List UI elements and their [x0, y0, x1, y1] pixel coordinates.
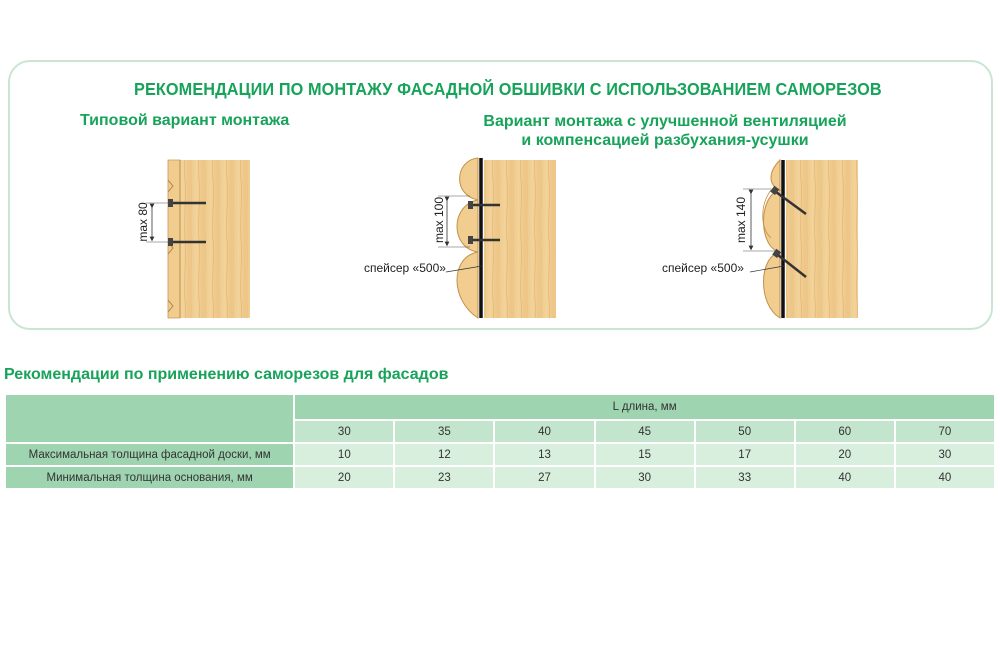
improved-variant-line-1: Вариант монтажа с улучшенной вентиляцией: [483, 113, 847, 130]
value-cell: 23: [395, 467, 493, 488]
dimension-label-140: max 140: [734, 196, 748, 244]
value-cell: 12: [395, 444, 493, 465]
length-cell: 60: [796, 421, 894, 442]
value-cell: 33: [696, 467, 794, 488]
screw-spec-table: [4, 393, 996, 490]
table-header-row: [6, 395, 994, 419]
diagram-standard: [136, 160, 250, 318]
standard-variant-title: Типовой вариант монтажа: [80, 112, 290, 129]
value-cell: 13: [495, 444, 593, 465]
length-cell: 40: [495, 421, 593, 442]
main-title: РЕКОМЕНДАЦИИ ПО МОНТАЖУ ФАСАДНОЙ ОБШИВКИ С ИСПОЛЬЗОВАНИЕМ САМОРЕЗОВ: [134, 79, 882, 99]
spacer-label: спейсер «500»: [364, 261, 446, 275]
table-row: [6, 444, 994, 465]
value-cell: 20: [295, 467, 393, 488]
length-cell: 30: [295, 421, 393, 442]
diagram-improved-140: [662, 160, 858, 318]
table-row: [6, 467, 994, 488]
length-cell: 35: [395, 421, 493, 442]
table-corner-cell: [6, 395, 293, 442]
value-cell: 10: [295, 444, 393, 465]
row-label: Максимальная толщина фасадной доски, мм: [6, 444, 293, 465]
facade-board: [457, 158, 478, 318]
base-beam: [786, 160, 858, 318]
length-cell: 45: [596, 421, 694, 442]
value-cell: 40: [896, 467, 994, 488]
value-cell: 27: [495, 467, 593, 488]
row-label: Минимальная толщина основания, мм: [6, 467, 293, 488]
improved-variant-line-2: и компенсацией разбухания-усушки: [521, 132, 809, 149]
spacer-label: спейсер «500»: [662, 261, 744, 275]
value-cell: 40: [796, 467, 894, 488]
value-cell: 17: [696, 444, 794, 465]
table-title: Рекомендации по применению саморезов для фасадов: [4, 366, 449, 383]
value-cell: 15: [596, 444, 694, 465]
dimension-label-100: max 100: [432, 196, 446, 244]
facade-board: [764, 160, 781, 318]
diagram-improved-100: [364, 158, 556, 318]
base-beam: [180, 160, 250, 318]
length-cell: 50: [696, 421, 794, 442]
length-cell: 70: [896, 421, 994, 442]
value-cell: 30: [896, 444, 994, 465]
value-cell: 20: [796, 444, 894, 465]
dimension-label-80: max 80: [136, 202, 150, 242]
length-header: L длина, мм: [295, 395, 994, 419]
value-cell: 30: [596, 467, 694, 488]
